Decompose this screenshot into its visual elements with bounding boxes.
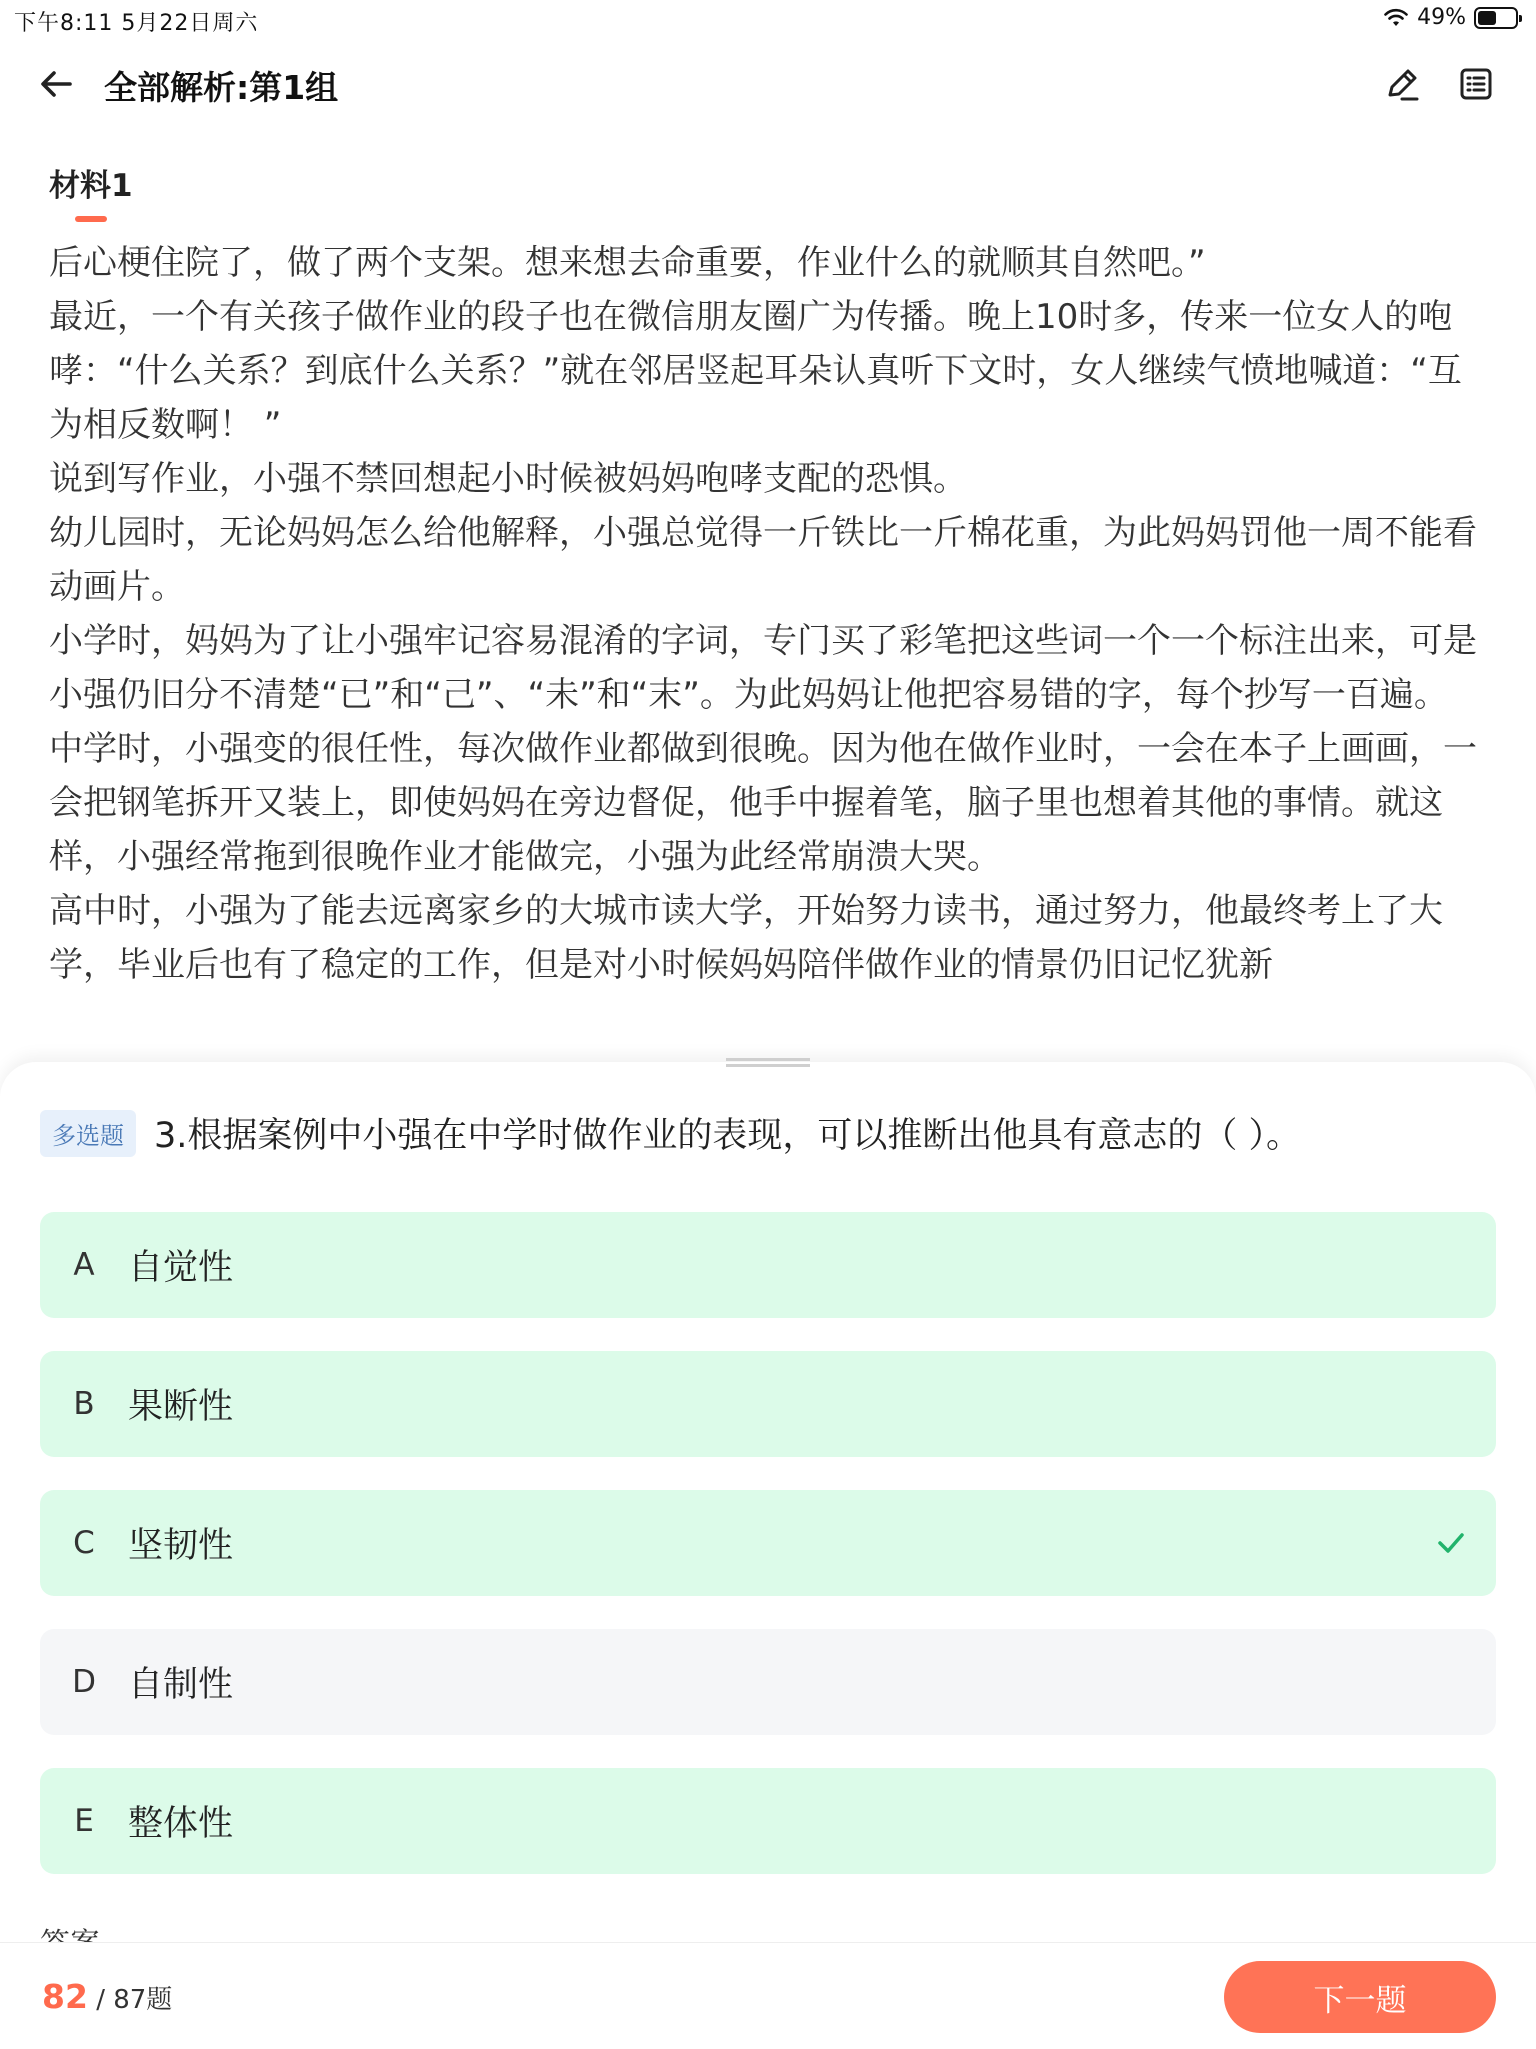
material-tab-indicator — [75, 216, 107, 222]
status-time: 下午8:11 5月22日周六 — [14, 11, 259, 36]
page-title: 全部解析:第1组 — [104, 68, 339, 107]
option-label: 坚韧性 — [128, 1526, 234, 1566]
option-letter: D — [72, 1664, 96, 1700]
bottom-bar — [0, 1942, 1536, 2049]
material-paragraph: 小学时，妈妈为了让小强牢记容易混淆的字词，专门买了彩笔把这些词一个一个标注出来，可是小强仍旧分不清楚“已”和“己”、“未”和“末”。为此妈妈让他把容易错的字，每个抄写一百遍。 — [49, 621, 1477, 715]
wifi-icon — [1383, 8, 1409, 28]
material-paragraph: 高中时，小强为了能去远离家乡的大城市读大学，开始努力读书，通过努力，他最终考上了大学，毕业后也有了稳定的工作，但是对小时候妈妈陪伴做作业的情景仍旧记忆犹新 — [49, 891, 1443, 985]
check-icon — [1434, 1526, 1468, 1560]
list-icon[interactable] — [1456, 64, 1496, 104]
option-b[interactable] — [40, 1351, 1496, 1457]
option-label: 自制性 — [128, 1665, 234, 1705]
material-paragraph: 后心梗住院了，做了两个支架。想来想去命重要，作业什么的就顺其自然吧。” — [49, 243, 1206, 283]
option-label: 自觉性 — [128, 1248, 234, 1288]
material-paragraph: 最近，一个有关孩子做作业的段子也在微信朋友圈广为传播。晚上10时多，传来一位女人的咆哮：“什么关系？到底什么关系？”就在邻居竖起耳朵认真听下文时，女人继续气愤地喊道：“互为相反数啊！ ” — [49, 297, 1462, 445]
back-arrow-icon[interactable] — [36, 64, 76, 104]
material-tab[interactable]: 材料1 — [49, 168, 133, 204]
option-e[interactable] — [40, 1768, 1496, 1874]
header — [0, 50, 1536, 120]
pencil-icon[interactable] — [1382, 64, 1422, 104]
drag-handle[interactable] — [726, 1058, 810, 1067]
option-letter: B — [73, 1386, 95, 1422]
next-question-button[interactable]: 下一题 — [1224, 1961, 1496, 2033]
option-letter: C — [73, 1525, 95, 1561]
status-right — [1383, 5, 1518, 30]
battery-icon — [1474, 7, 1518, 29]
question-text: 3.根据案例中小强在中学时做作业的表现，可以推断出他具有意志的（ ）。 — [154, 1116, 1302, 1156]
material-paragraph: 幼儿园时，无论妈妈怎么给他解释，小强总觉得一斤铁比一斤棉花重，为此妈妈罚他一周不能看动画片。 — [49, 513, 1477, 607]
option-letter: A — [73, 1247, 95, 1283]
progress-current: 82 — [42, 1977, 88, 2016]
option-letter: E — [74, 1803, 94, 1839]
question-type-badge: 多选题 — [40, 1110, 136, 1157]
option-a[interactable] — [40, 1212, 1496, 1318]
progress-total: / 87题 — [96, 1985, 173, 2015]
option-c[interactable] — [40, 1490, 1496, 1596]
material-paragraph: 说到写作业，小强不禁回想起小时候被妈妈咆哮支配的恐惧。 — [49, 459, 967, 499]
question — [40, 1108, 1500, 1158]
option-label: 整体性 — [128, 1804, 234, 1844]
status-bar — [0, 0, 1536, 40]
battery-fill — [1478, 11, 1496, 25]
progress — [42, 1977, 172, 2016]
material-text — [49, 236, 1489, 1036]
battery-percent: 49% — [1417, 5, 1466, 30]
material-paragraph: 中学时，小强变的很任性，每次做作业都做到很晚。因为他在做作业时，一会在本子上画画，一会把钢笔拆开又装上，即使妈妈在旁边督促，他手中握着笔，脑子里也想着其他的事情。就这样，小强经常拖到很晚作业才能做完，小强为此经常崩溃大哭。 — [49, 729, 1477, 877]
option-label: 果断性 — [128, 1387, 234, 1427]
option-d[interactable] — [40, 1629, 1496, 1735]
